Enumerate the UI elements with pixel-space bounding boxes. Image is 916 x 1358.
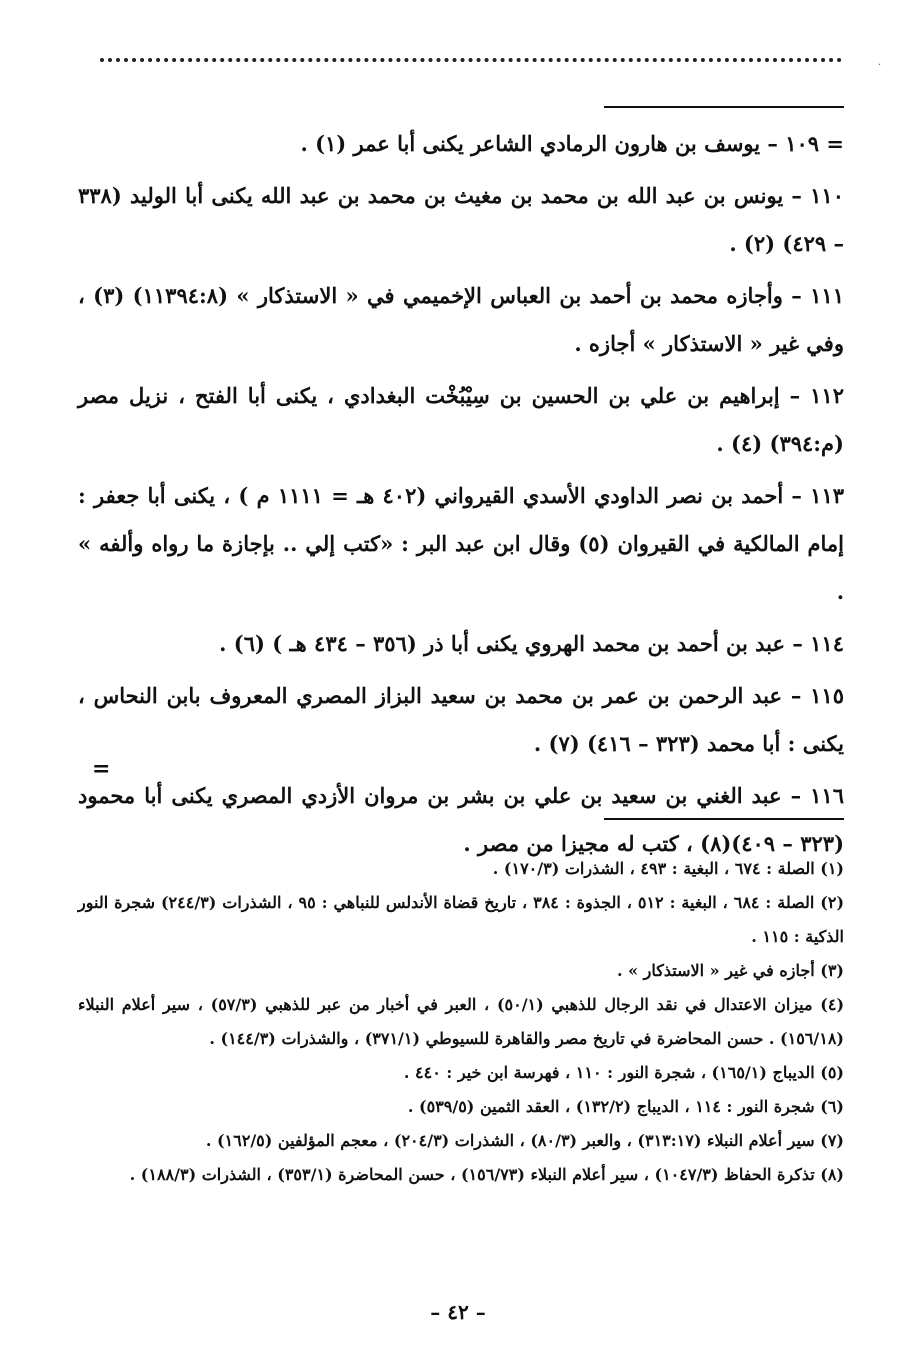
- main-text: [78, 120, 844, 872]
- footnotes: [78, 852, 844, 1192]
- continuation-mark: =: [92, 756, 111, 782]
- footnote-3: (٣) أجازه في غير « الاستذكار » .: [616, 961, 844, 980]
- entry-112: ١١٢ – إبراهيم بن علي بن الحسين بن سِيْبُخْت البغدادي ، يكنى أبا الفتح ، نزيل مصر (م:٣٩٤) (٤) .: [78, 383, 844, 456]
- margin-mark: .: [878, 57, 882, 68]
- footnote-separator-rule: [604, 818, 844, 820]
- header-dotted-rule: [100, 58, 842, 62]
- footnote-2: (٢) الصلة : ٦٨٤ ، البغية : ٥١٢ ، الجذوة : ٣٨٤ ، تاريخ قضاة الأندلس للنباهي : ٩٥ ، الشذرات (٢٤٤/٣) شجرة النور الذكية : ١١٥ .: [78, 893, 845, 946]
- page-number: – ٤٢ –: [430, 1300, 486, 1324]
- entry-109: = ١٠٩ – يوسف بن هارون الرمادي الشاعر يكنى أبا عمر (١) .: [300, 131, 844, 156]
- footnote-6: (٦) شجرة النور : ١١٤ ، الديباج (١٣٢/٢) ، العقد الثمين (٥٣٩/٥) .: [407, 1097, 844, 1116]
- entry-115: ١١٥ – عبد الرحمن بن عمر بن محمد بن سعيد البزاز المصري المعروف بابن النحاس ، يكنى : أبا محمد (٣٢٣ – ٤١٦) (٧) .: [78, 683, 844, 756]
- entry-114: ١١٤ – عبد بن أحمد بن محمد الهروي يكنى أبا ذر (٣٥٦ – ٤٣٤ هـ ) (٦) .: [219, 631, 844, 656]
- footnote-4: (٤) ميزان الاعتدال في نقد الرجال للذهبي (٥٠/١) ، العبر في أخبار من عبر للذهبي (٥٧/٣) ، سير أعلام النبلاء (١٥٦/١٨) . حسن المحاضرة في تاريخ مصر والقاهرة للسيوطي (٣٧١/١) ، والشذرات (١٤٤/٣) .: [78, 995, 845, 1048]
- entry-113: ١١٣ – أحمد بن نصر الداودي الأسدي القيرواني (٤٠٢ هـ = ١١١١ م ) ، يكنى أبا جعفر : إمام المالكية في القيروان (٥) وقال ابن عبد البر : «كتب إلي .. بإجازة ما رواه وألفه » .: [78, 483, 845, 604]
- entry-116: ١١٦ – عبد الغني بن سعيد بن علي بن بشر بن مروان الأزدي المصري يكنى أبا محمود (٣٢٣ – ٤٠٩)(٨) ، كتب له مجيزا من مصر .: [78, 783, 844, 856]
- entry-110: ١١٠ – يونس بن عبد الله بن محمد بن مغيث بن محمد بن عبد الله يكنى أبا الوليد (٣٣٨ – ٤٢٩) (٢) .: [78, 183, 844, 256]
- footnote-5: (٥) الديباج (١٦٥/١) ، شجرة النور : ١١٠ ، فهرسة ابن خير : ٤٤٠ .: [403, 1063, 844, 1082]
- top-separator-rule: [604, 106, 844, 108]
- footnote-7: (٧) سير أعلام النبلاء (٣١٣:١٧) ، والعبر (٨٠/٣) ، الشذرات (٢٠٤/٣) ، معجم المؤلفين (١٦٢/٥) .: [205, 1131, 844, 1150]
- entry-111: ١١١ – وأجازه محمد بن أحمد بن العباس الإخميمي في « الاستذكار » (١١٣٩٤:٨) (٣) ، وفي غير « الاستذكار » أجازه .: [78, 283, 844, 356]
- footnote-8: (٨) تذكرة الحفاظ (١٠٤٧/٣) ، سير أعلام النبلاء (١٥٦/٧٣) ، حسن المحاضرة (٣٥٣/١) ، الشذرات (١٨٨/٣) .: [129, 1165, 844, 1184]
- footnote-1: (١) الصلة : ٦٧٤ ، البغية : ٤٩٣ ، الشذرات (١٧٠/٣) .: [492, 859, 844, 878]
